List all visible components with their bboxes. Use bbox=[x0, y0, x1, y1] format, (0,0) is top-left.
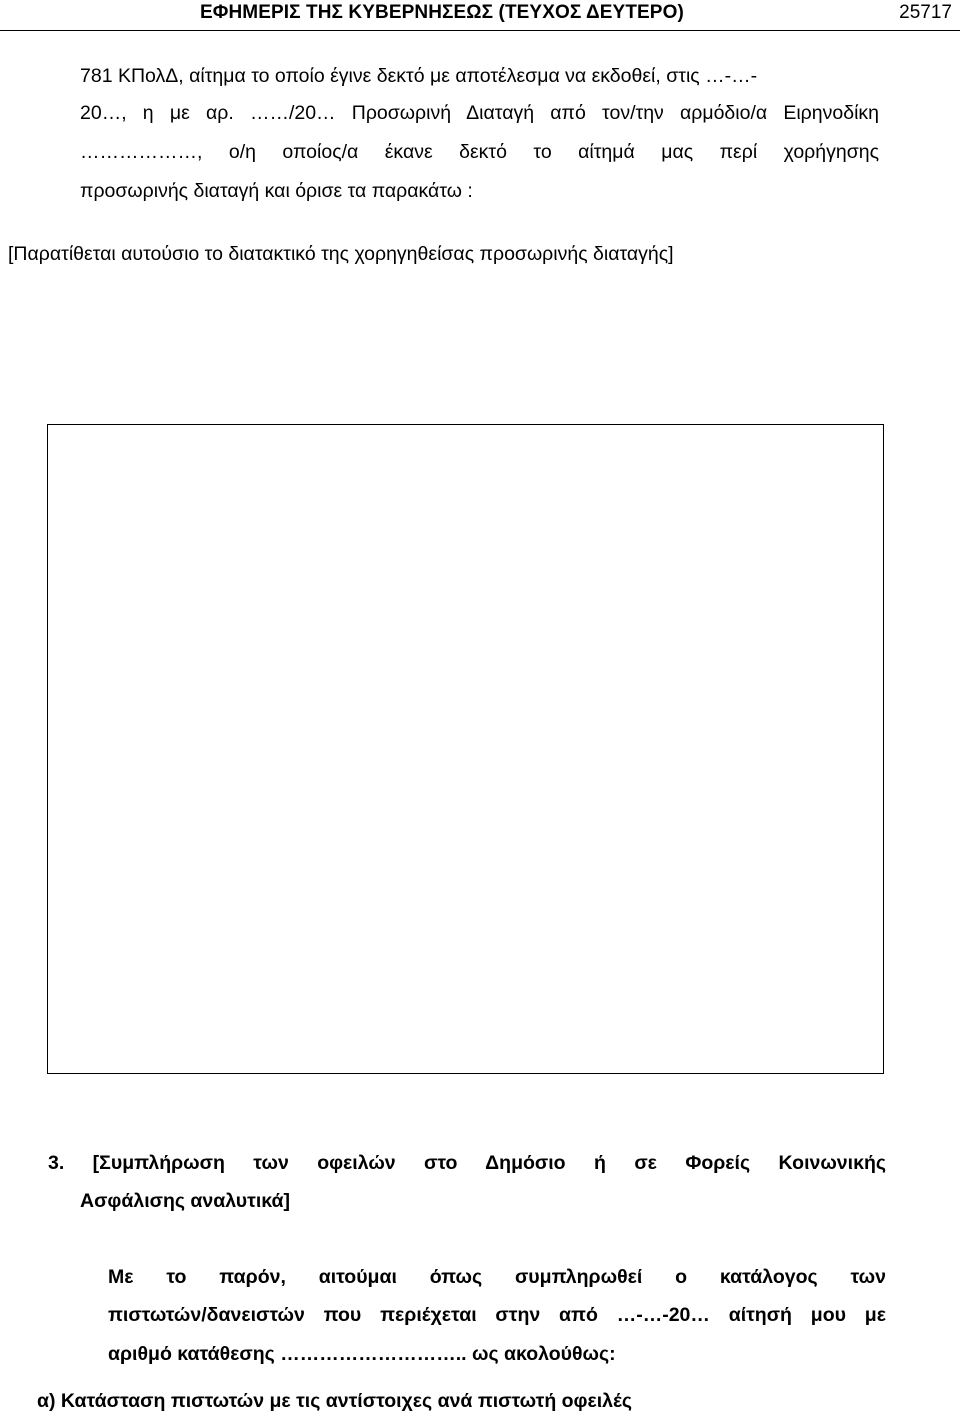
intro-line: 781 ΚΠολΔ, αίτημα το οποίο έγινε δεκτό με αποτέλεσμα να εκδοθεί, στις …-…- bbox=[80, 65, 758, 87]
section-3-body-line: Με το παρόν, αιτούμαι όπως συμπληρωθεί ο κατάλογος των bbox=[108, 1266, 886, 1288]
gazette-title: ΕΦΗΜΕΡΙΣ ΤΗΣ ΚΥΒΕΡΝΗΣΕΩΣ (ΤΕΥΧΟΣ ΔΕΥΤΕΡΟ) bbox=[200, 2, 684, 23]
page-number: 25717 bbox=[899, 2, 952, 23]
header-divider bbox=[0, 30, 960, 31]
attachment-note: [Παρατίθεται αυτούσιο το διατακτικό της χορηγηθείσας προσωρινής διαταγής] bbox=[8, 243, 674, 265]
intro-line: 20…, η με αρ. ……/20… Προσωρινή Διαταγή από τον/την αρμόδιο/α Ειρηνοδίκη bbox=[80, 102, 879, 124]
subsection-a-heading: α) Κατάσταση πιστωτών με τις αντίστοιχες ανά πιστωτή οφειλές bbox=[37, 1390, 632, 1412]
section-3-heading: 3. [Συμπλήρωση των οφειλών στο Δημόσιο ή σε Φορείς Κοινωνικής bbox=[48, 1152, 886, 1174]
section-3-body-line: πιστωτών/δανειστών που περιέχεται στην από …-…-20… αίτησή μου με bbox=[108, 1304, 886, 1326]
intro-line: ………………, ο/η οποίος/α έκανε δεκτό το αίτημά μας περί χορήγησης bbox=[80, 141, 879, 163]
section-3-body-line: αριθμό κατάθεσης ……………………….. ως ακολούθως: bbox=[108, 1343, 616, 1365]
intro-line: προσωρινής διαταγή και όρισε τα παρακάτω : bbox=[80, 180, 473, 202]
section-3-heading-cont: Ασφάλισης αναλυτικά] bbox=[80, 1190, 290, 1212]
provisional-order-box bbox=[47, 424, 884, 1074]
